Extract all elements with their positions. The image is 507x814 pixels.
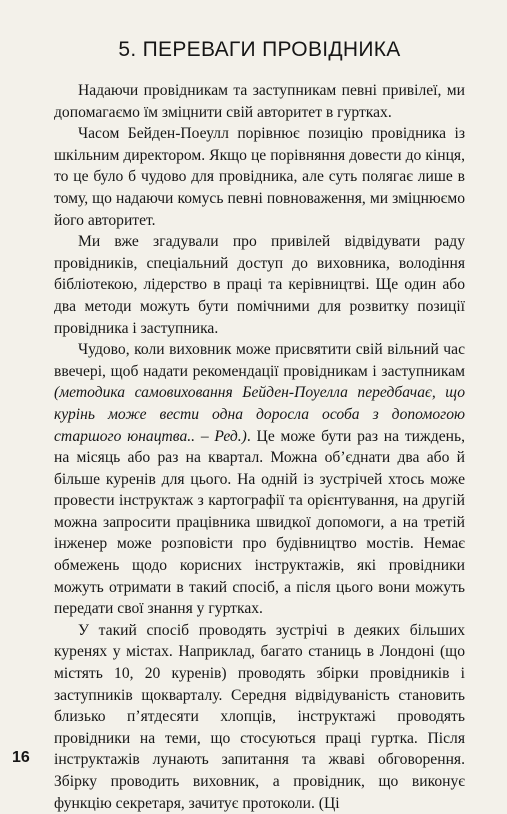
paragraph-4-text-b: . Це може бути раз на тиждень, на місяць або раз на квартал. Можна об’єднати два або й більше куренів для цього. На одній із зустрічей хтось може провести інструктаж з картографії та орієнтування, на другій можна запросити працівника швидкої допомоги, а на третій інженер може розповісти про будівництво мостів. Немає обмежень щодо корисних інструктажів, які провідники можуть отримати в такий спосіб, а після цього вони можуть передати свої знання у гуртках. [54, 427, 465, 618]
page-number: 16 [12, 749, 30, 766]
paragraph-4 [54, 339, 465, 620]
paragraph-1: Надаючи провідникам та заступникам певні привілеї, ми допомагаємо їм зміцнити свій авторитет в гуртках. [54, 82, 465, 121]
paragraph-2: Часом Бейден-Поеулл порівнює позицію провідника із шкільним директором. Якщо це порівняння довести до кінця, то це було б чудово для провідника, але суть полягає лише в тому, що надаючи комусь певні повноваження, ми зміцнюємо його авторитет. [54, 125, 465, 229]
chapter-heading: 5. ПЕРЕВАГИ ПРОВІДНИКА [118, 38, 401, 61]
editor-note: (методика самовиховання Бейден-Поуелла передбачає, що курінь може вести одна доросла особа з допомогою старшого юнацтва.. – Ред.) [54, 384, 465, 445]
paragraph-4-text-a: Чудово, коли виховник може присвятити свій вільний час ввечері, щоб надати рекомендації провідникам і заступникам [54, 341, 465, 380]
paragraph-5: У такий спосіб проводять зустрічі в деяких більших куренях у містах. Наприклад, багато станиць в Лондоні (що містять 10, 20 куренів) проводять збірки провідників і заступників щокварталу. Середня відвідуваність становить близько п’ятдесяти хлопців, інструктажі проводять провідники на теми, що стосуються праці гуртка. Після інструктажів лунають запитання та жваві обговорення. Збірку проводить виховник, а провідник, що виконує функцію секретаря, зачитує протоколи. (Ці [54, 621, 465, 812]
paragraph-3: Ми вже згадували про привілей відвідувати раду провідників, спеціальний доступ до виховника, володіння бібліотекою, лідерство в праці та керівництві. Ще один або два методи можуть бути помічними для розвитку позиції провідника і заступника. [54, 233, 465, 337]
